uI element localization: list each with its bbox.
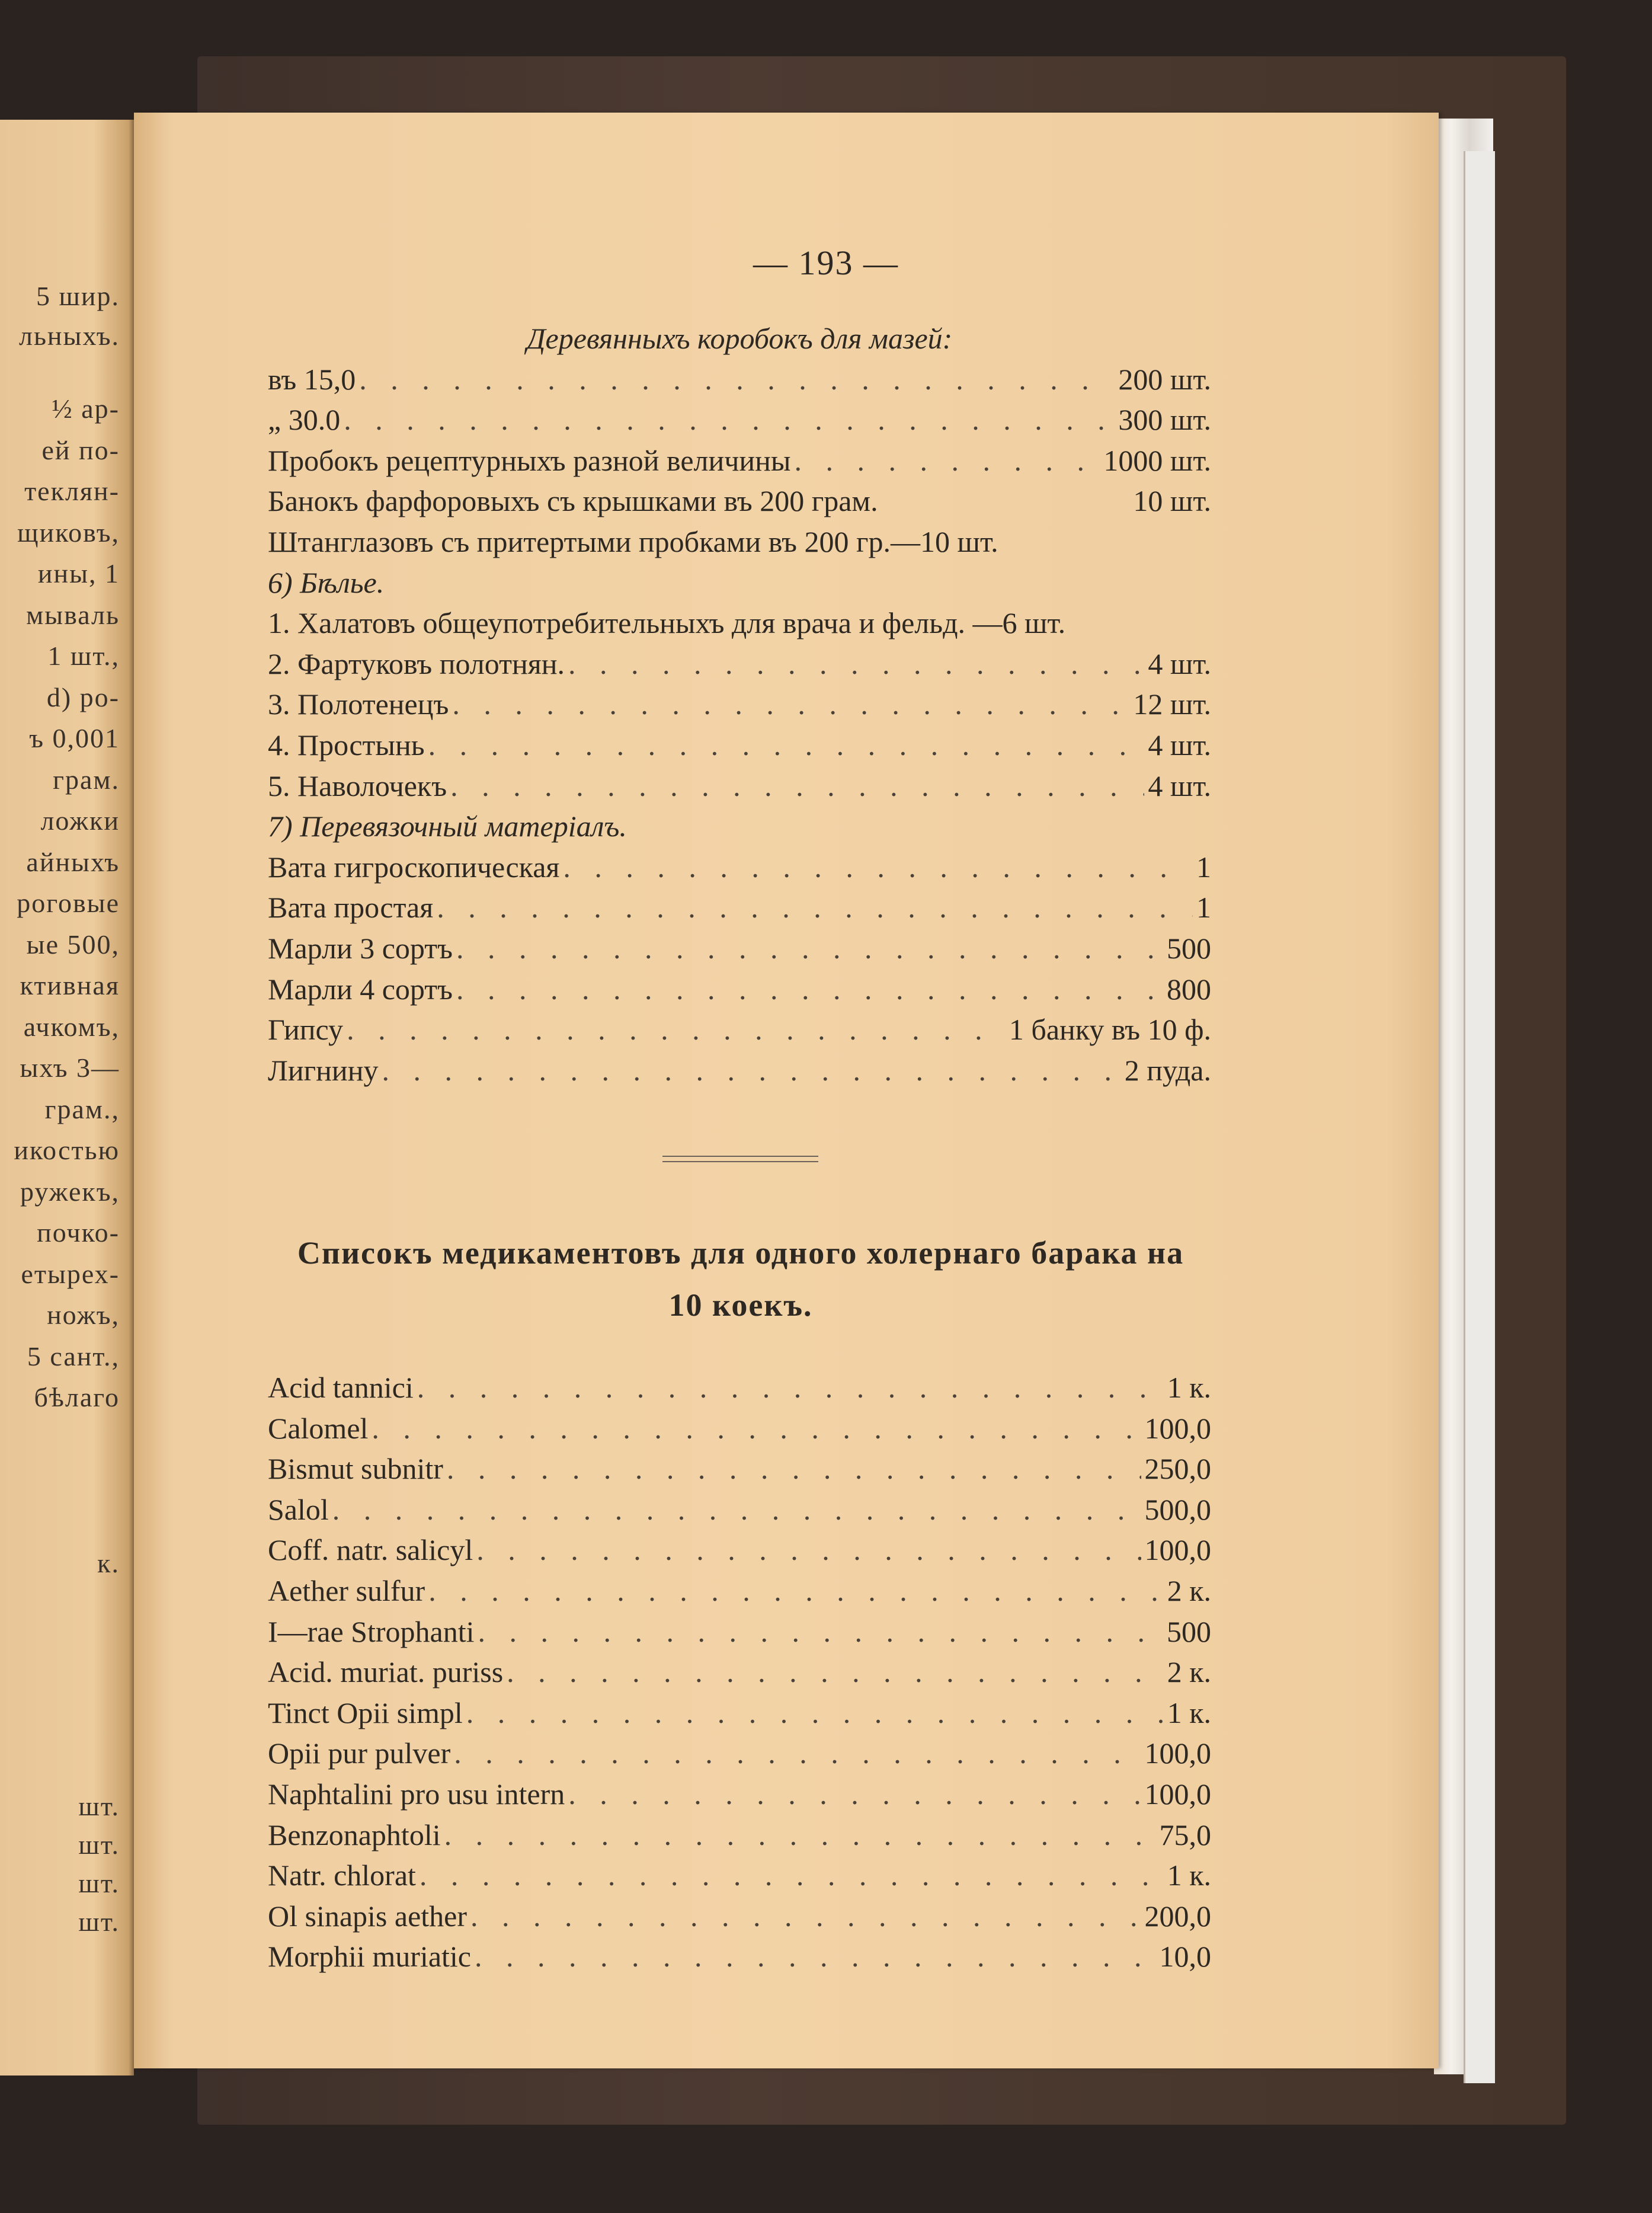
page-number: — 193 — [753, 244, 899, 282]
item-value: 500 [1167, 1614, 1211, 1648]
section-title-line2: 10 коекъ. [668, 1287, 813, 1323]
list-item [268, 1896, 1211, 1937]
list-item [268, 399, 1211, 440]
list-item [268, 1733, 1211, 1774]
dot-leader [456, 928, 1163, 969]
dot-leader [568, 1774, 1141, 1815]
list-item [268, 847, 1211, 888]
item-label: Tinct Opii simpl [268, 1696, 463, 1729]
list-item [268, 603, 1211, 644]
item-value: 75,0 [1159, 1818, 1211, 1851]
item-label: Opii pur pulver [268, 1736, 451, 1770]
list-item [268, 1774, 1211, 1815]
left-page-line: теклян- [24, 476, 120, 506]
list-item [268, 725, 1211, 766]
item-value: 2 пуда. [1124, 1053, 1211, 1087]
item-label: I—rae Strophanti [268, 1614, 475, 1648]
dot-leader [478, 1611, 1163, 1652]
item-label: Штанглазовъ съ притертыми пробками въ 200 гр.—10 шт. [268, 525, 998, 558]
left-page-line: грам., [44, 1093, 120, 1124]
list-item [268, 969, 1211, 1010]
left-page-line: щиковъ, [17, 517, 120, 548]
item-label: Марли 3 сортъ [268, 931, 453, 965]
dot-leader [347, 1009, 1006, 1050]
item-label: Банокъ фарфоровыхъ съ крышками въ 200 грам. [268, 484, 878, 518]
section-divider [662, 1156, 818, 1162]
dot-leader [332, 1489, 1141, 1530]
item-label: 1. Халатовъ общеупотребительныхъ для врача и фельд. —6 шт. [268, 606, 1066, 640]
item-value: 2 к. [1167, 1574, 1211, 1607]
list-item [268, 1408, 1211, 1449]
list-item [268, 481, 1211, 522]
left-page-line: икостью [14, 1135, 120, 1165]
left-page-line: шт. [78, 1791, 120, 1821]
list-item [268, 1815, 1211, 1856]
item-value: 2 к. [1167, 1655, 1211, 1689]
dot-leader [372, 1408, 1141, 1449]
list-heading [268, 562, 1211, 603]
list-item [268, 1009, 1211, 1050]
item-label: Вата гигроскопическая [268, 850, 560, 884]
supplies-list [268, 318, 1211, 1090]
section-title [190, 1227, 1292, 1331]
left-page-line: шт. [78, 1868, 120, 1898]
list-item [268, 928, 1211, 969]
item-value: 800 [1167, 972, 1211, 1006]
left-page-line: роговые [17, 888, 120, 918]
left-page-line: шт. [78, 1907, 120, 1937]
left-page-line: ины, 1 [37, 558, 120, 589]
list-item [268, 887, 1211, 928]
item-label: Acid. muriat. puriss [268, 1655, 504, 1689]
item-label: 4. Простынь [268, 728, 425, 762]
item-value: 1 [1196, 891, 1211, 925]
list-item [268, 1489, 1211, 1530]
item-label: въ 15,0 [268, 362, 356, 396]
item-value: 200,0 [1144, 1899, 1211, 1933]
left-page-line: мываль [26, 599, 120, 630]
list-subtitle [268, 318, 1211, 359]
left-page-line: 1 шт., [47, 641, 120, 671]
dot-leader [507, 1652, 1164, 1693]
item-value: 10 шт. [1133, 484, 1211, 518]
list-item [268, 440, 1211, 481]
list-item [268, 1855, 1211, 1896]
item-value: 100,0 [1144, 1736, 1211, 1770]
dot-leader [454, 1733, 1141, 1774]
item-label: Natr. chlorat [268, 1859, 416, 1892]
list-item [268, 1530, 1211, 1571]
list-item [268, 1571, 1211, 1611]
item-label: Вата простая [268, 891, 434, 925]
dot-leader [437, 887, 1193, 928]
item-label: 2. Фартуковъ полотнян. [268, 647, 565, 680]
item-label: Лигнину [268, 1053, 379, 1087]
dot-leader [450, 766, 1144, 807]
list-item [268, 684, 1211, 725]
dot-leader [359, 359, 1115, 400]
left-page-line: бѣлаго [34, 1382, 120, 1412]
item-value: 200 шт. [1118, 362, 1211, 396]
item-label: Naphtalini pro usu intern [268, 1777, 565, 1811]
left-page-line: 5 сант., [27, 1341, 120, 1371]
item-value: 100,0 [1144, 1533, 1211, 1567]
item-value: 100,0 [1144, 1777, 1211, 1811]
left-page-line: ей по- [41, 434, 120, 465]
left-page-line: ые 500, [26, 929, 120, 960]
heading-label: 6) Бѣлье. [268, 565, 385, 599]
item-label: Пробокъ рецептурныхъ разной величины [268, 443, 791, 477]
item-value: 1 банку въ 10 ф. [1009, 1013, 1211, 1047]
item-label: Calomel [268, 1411, 369, 1445]
item-label: Salol [268, 1492, 329, 1526]
item-value: 10,0 [1159, 1940, 1211, 1974]
dot-leader [470, 1896, 1141, 1937]
item-label: „ 30.0 [268, 403, 341, 437]
page-edges-inner [1464, 151, 1495, 2083]
item-value: 300 шт. [1118, 403, 1211, 437]
left-page-line: к. [97, 1548, 120, 1578]
left-page-line: ыхъ 3— [20, 1053, 120, 1083]
item-label: Coff. natr. salicyl [268, 1533, 473, 1567]
medicines-list [268, 1367, 1211, 1977]
item-value: 250,0 [1144, 1452, 1211, 1486]
dot-leader [382, 1050, 1120, 1091]
list-item [268, 359, 1211, 400]
list-item [268, 522, 1211, 562]
list-item [268, 1936, 1211, 1977]
list-item [268, 1367, 1211, 1408]
list-heading [268, 806, 1211, 847]
item-value: 100,0 [1144, 1411, 1211, 1445]
left-page-line: етырех- [21, 1258, 120, 1289]
left-page-line: ачкомъ, [23, 1011, 120, 1042]
dot-leader [452, 684, 1129, 725]
left-page-line: 5 шир. [36, 281, 120, 311]
item-label: Acid tannici [268, 1371, 414, 1404]
heading-label: 7) Перевязочный матеріалъ. [268, 810, 627, 843]
item-label: 3. Полотенецъ [268, 687, 449, 721]
list-item [268, 1652, 1211, 1693]
list-item [268, 1448, 1211, 1489]
dot-leader [428, 725, 1145, 766]
item-value: 1 к. [1167, 1696, 1211, 1729]
dot-leader [568, 644, 1144, 685]
item-label: Benzonaphtoli [268, 1818, 441, 1851]
left-page-line: почко- [37, 1217, 120, 1248]
dot-leader [475, 1936, 1156, 1977]
dot-leader [563, 847, 1193, 888]
dot-leader [476, 1530, 1141, 1571]
item-label: Марли 4 сортъ [268, 972, 453, 1006]
item-label: Bismut subnitr [268, 1452, 443, 1486]
list-item [268, 644, 1211, 685]
left-page-line: грам. [53, 764, 120, 795]
list-item [268, 1693, 1211, 1734]
item-label: Гипсу [268, 1013, 344, 1047]
item-label: Aether sulfur [268, 1574, 425, 1607]
section-title-line1: Списокъ медикаментовъ для одного холернаго барака на [297, 1235, 1184, 1271]
left-page-line: ружекъ, [20, 1176, 120, 1207]
dot-leader [417, 1367, 1164, 1408]
left-page-line: ъ 0,001 [29, 723, 120, 753]
subtitle-label: Деревянныхъ коробокъ для мазей: [526, 322, 953, 355]
list-item [268, 1050, 1211, 1091]
dot-leader [444, 1815, 1156, 1856]
left-page-line: ножъ, [47, 1300, 120, 1330]
dot-leader [344, 399, 1115, 440]
item-value: 1 к. [1167, 1859, 1211, 1892]
dot-leader [466, 1693, 1164, 1734]
left-page-line: шт. [78, 1830, 120, 1860]
item-value: 4 шт. [1148, 647, 1211, 680]
left-page-line: льныхъ. [19, 321, 120, 351]
item-label: 5. Наволочекъ [268, 769, 447, 802]
dot-leader [456, 969, 1163, 1010]
item-value: 500 [1167, 931, 1211, 965]
item-value: 1000 шт. [1103, 443, 1211, 477]
left-page-line: d) ро- [46, 682, 120, 712]
left-page-line: ½ ар- [52, 394, 120, 424]
list-item [268, 766, 1211, 807]
item-value: 1 к. [1167, 1371, 1211, 1404]
list-item [268, 1611, 1211, 1652]
dot-leader [447, 1448, 1141, 1489]
item-label: Ol sinapis aether [268, 1899, 468, 1933]
item-value: 4 шт. [1148, 769, 1211, 802]
dot-leader [428, 1571, 1164, 1611]
item-value: 12 шт. [1133, 687, 1211, 721]
item-value: 1 [1196, 850, 1211, 884]
item-value: 500,0 [1144, 1492, 1211, 1526]
dot-leader [795, 440, 1100, 481]
item-label: Morphii muriatic [268, 1940, 471, 1974]
left-page-line: айныхъ [26, 846, 120, 877]
left-page-line: ложки [40, 805, 120, 836]
item-value: 4 шт. [1148, 728, 1211, 762]
dot-leader [420, 1855, 1164, 1896]
left-page-line: ктивная [20, 970, 120, 1000]
